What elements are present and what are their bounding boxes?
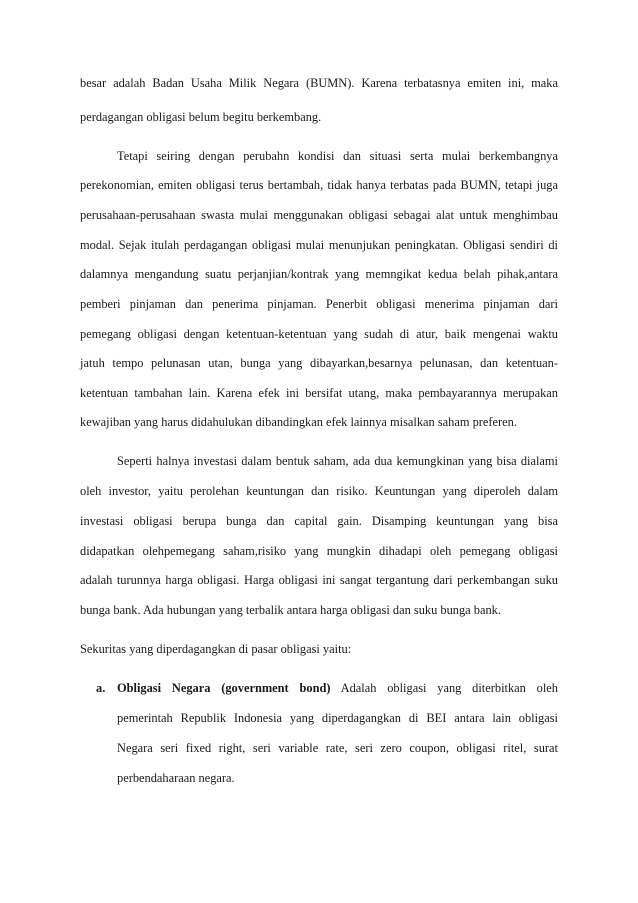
paragraph-3-line-1: Seperti halnya investasi dalam bentuk saham, ada dua kemungkinan yang bisa dialami: [117, 454, 558, 468]
paragraph-2-line-7: pemegang obligasi dengan ketentuan-ketentuan yang sudah di atur, baik mengenai waktu: [80, 327, 558, 341]
paragraph-2-line-4: modal. Sejak itulah perdagangan obligasi mulai menunjukan peningkatan. Obligasi sendiri di: [80, 238, 558, 252]
list-item-a-line-1: [117, 680, 558, 696]
paragraph-3-line-4: didapatkan olehpemegang saham,risiko yang mungkin dihadapi oleh pemegang obligasi: [80, 544, 558, 558]
list-item-a-line-2: pemerintah Republik Indonesia yang diperdagangkan di BEI antara lain obligasi: [117, 711, 558, 725]
paragraph-4: Sekuritas yang diperdagangkan di pasar obligasi yaitu:: [80, 642, 352, 656]
paragraph-1-line-2: perdagangan obligasi belum begitu berkembang.: [80, 110, 322, 124]
paragraph-3-line-6: bunga bank. Ada hubungan yang terbalik antara harga obligasi dan suku bunga bank.: [80, 603, 501, 617]
paragraph-3-line-2: oleh investor, yaitu perolehan keuntungan dan risiko. Keuntungan yang diperoleh dalam: [80, 484, 558, 498]
paragraph-2-line-8: jatuh tempo pelunasan utan, bunga yang dibayarkan,besarnya pelunasan, dan ketentuan-: [80, 356, 558, 370]
paragraph-2-line-2: perekonomian, emiten obligasi terus bertambah, tidak hanya terbatas pada BUMN, tetapi juga: [80, 178, 558, 192]
list-item-a-line-1-rest: Adalah obligasi yang diterbitkan oleh: [340, 681, 558, 695]
paragraph-3-line-3: investasi obligasi berupa bunga dan capital gain. Disamping keuntungan yang bisa: [80, 514, 558, 528]
paragraph-2-line-3: perusahaan-perusahaan swasta mulai menggunakan obligasi sebagai alat untuk menghimbau: [80, 208, 558, 222]
paragraph-2-line-9: ketentuan tambahan lain. Karena efek ini bersifat utang, maka pembayarannya merupakan: [80, 386, 558, 400]
paragraph-3-line-5: adalah turunnya harga obligasi. Harga obligasi ini sangat tergantung dari perkembangan suku: [80, 573, 558, 587]
list-item-a-line-4: perbendaharaan negara.: [117, 771, 235, 785]
paragraph-2-line-10: kewajiban yang harus didahulukan dibandingkan efek lainnya misalkan saham preferen.: [80, 415, 517, 429]
list-item-a-term: Obligasi Negara (government bond): [117, 681, 331, 695]
paragraph-1-line-1: besar adalah Badan Usaha Milik Negara (BUMN). Karena terbatasnya emiten ini, maka: [80, 76, 558, 90]
paragraph-2-line-5: dalamnya mengandung suatu perjanjian/kontrak yang memngikat kedua belah pihak,antara: [80, 267, 558, 281]
list-item-a-line-3: Negara seri fixed right, seri variable rate, seri zero coupon, obligasi ritel, surat: [117, 741, 558, 755]
paragraph-2-line-1: Tetapi seiring dengan perubahn kondisi dan situasi serta mulai berkembangnya: [117, 149, 558, 163]
paragraph-2-line-6: pemberi pinjaman dan penerima pinjaman. Penerbit obligasi menerima pinjaman dari: [80, 297, 558, 311]
list-marker-a: a.: [96, 681, 106, 695]
